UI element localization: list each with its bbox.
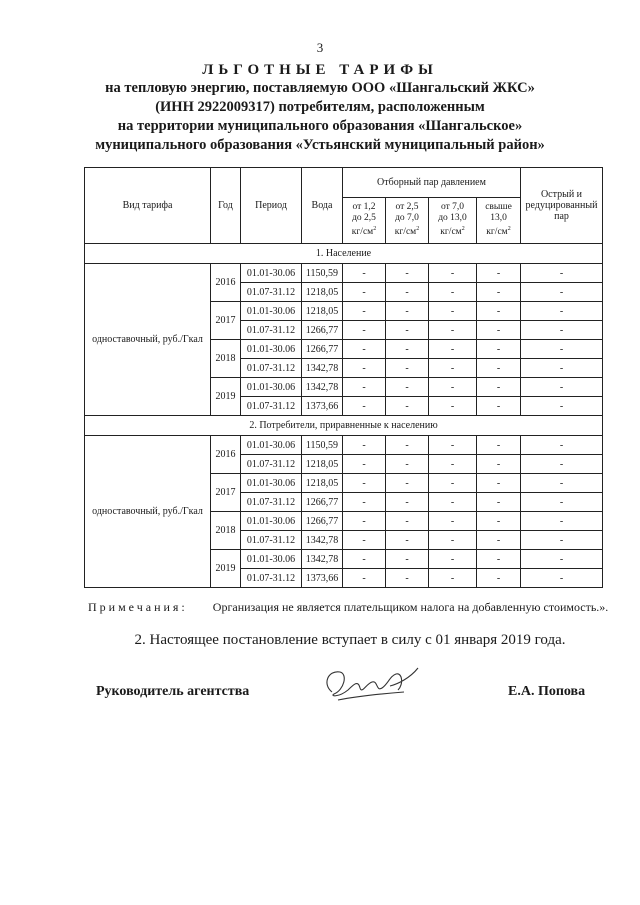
year-cell: 2019 [211, 378, 241, 416]
header-steam-col: от 1,2 до 2,5 $кг/см^2$ [343, 198, 386, 244]
water-value-cell: 1373,66 [302, 397, 343, 416]
live-steam-value-cell: - [521, 264, 603, 283]
signatory-title: Руководитель агентства [96, 684, 250, 699]
header-live-steam: Острый и редуцированный пар [521, 168, 603, 244]
header-steam-col: от 2,5 до 7,0 $кг/см^2$ [386, 198, 429, 244]
tariff-table [84, 167, 603, 588]
steam-value-cell: - [386, 283, 429, 302]
header-tariff-type: Вид тарифа [85, 168, 211, 244]
table-row [85, 264, 603, 283]
period-cell: 01.07-31.12 [241, 283, 302, 302]
steam-value-cell: - [386, 397, 429, 416]
steam-value-cell: - [477, 340, 521, 359]
steam-value-cell: - [386, 531, 429, 550]
period-cell: 01.07-31.12 [241, 397, 302, 416]
note-label: Примечания: [88, 600, 188, 614]
steam-value-cell: - [429, 493, 477, 512]
year-cell: 2017 [211, 302, 241, 340]
period-cell: 01.01-30.06 [241, 474, 302, 493]
steam-value-cell: - [429, 455, 477, 474]
live-steam-value-cell: - [521, 283, 603, 302]
steam-value-cell: - [429, 302, 477, 321]
steam-value-cell: - [343, 493, 386, 512]
steam-value-cell: - [386, 264, 429, 283]
steam-value-cell: - [429, 397, 477, 416]
steam-value-cell: - [343, 283, 386, 302]
water-value-cell: 1342,78 [302, 531, 343, 550]
steam-value-cell: - [429, 550, 477, 569]
steam-value-cell: - [429, 569, 477, 588]
header-steam-col: свыше 13,0 $кг/см^2$ [477, 198, 521, 244]
period-cell: 01.01-30.06 [241, 512, 302, 531]
steam-value-cell: - [477, 321, 521, 340]
period-cell: 01.01-30.06 [241, 264, 302, 283]
year-cell: 2018 [211, 340, 241, 378]
live-steam-value-cell: - [521, 455, 603, 474]
steam-value-cell: - [343, 512, 386, 531]
water-value-cell: 1150,59 [302, 264, 343, 283]
steam-value-cell: - [429, 359, 477, 378]
steam-value-cell: - [429, 531, 477, 550]
steam-value-cell: - [386, 493, 429, 512]
steam-value-cell: - [386, 359, 429, 378]
live-steam-value-cell: - [521, 321, 603, 340]
period-cell: 01.01-30.06 [241, 378, 302, 397]
document-title: ЛЬГОТНЫЕ ТАРИФЫ [202, 62, 438, 78]
steam-value-cell: - [429, 321, 477, 340]
water-value-cell: 1266,77 [302, 321, 343, 340]
steam-value-cell: - [386, 340, 429, 359]
live-steam-value-cell: - [521, 531, 603, 550]
section-header-row [85, 244, 603, 264]
subtitle-line: муниципального образования «Устьянский муниципальный район» [95, 137, 545, 153]
live-steam-value-cell: - [521, 378, 603, 397]
document-subtitle [60, 79, 580, 155]
header-water: Вода [302, 168, 343, 244]
section-header-row [85, 416, 603, 436]
year-cell: 2018 [211, 512, 241, 550]
note-text: Организация не является плательщиком налога на добавленную стоимость.». [212, 600, 609, 614]
section-title: 1. Население [85, 244, 603, 264]
water-value-cell: 1266,77 [302, 493, 343, 512]
steam-value-cell: - [477, 302, 521, 321]
steam-value-cell: - [343, 359, 386, 378]
period-cell: 01.07-31.12 [241, 321, 302, 340]
signatory-name: Е.А. Попова [508, 684, 586, 699]
section-title: 2. Потребители, приравненные к населению [85, 416, 603, 436]
steam-value-cell: - [477, 512, 521, 531]
water-value-cell: 1218,05 [302, 455, 343, 474]
steam-value-cell: - [343, 569, 386, 588]
water-value-cell: 1266,77 [302, 512, 343, 531]
steam-value-cell: - [386, 569, 429, 588]
tariff-type-cell: одноставочный, руб./Гкал [85, 264, 211, 416]
year-cell: 2017 [211, 474, 241, 512]
steam-value-cell: - [477, 531, 521, 550]
live-steam-value-cell: - [521, 550, 603, 569]
year-cell: 2019 [211, 550, 241, 588]
steam-value-cell: - [386, 302, 429, 321]
subtitle-line: (ИНН 2922009317) потребителям, расположенным [155, 99, 485, 115]
steam-value-cell: - [429, 283, 477, 302]
steam-value-cell: - [477, 283, 521, 302]
header-period: Период [241, 168, 302, 244]
steam-value-cell: - [477, 474, 521, 493]
steam-value-cell: - [343, 436, 386, 455]
live-steam-value-cell: - [521, 302, 603, 321]
water-value-cell: 1218,05 [302, 283, 343, 302]
steam-value-cell: - [343, 474, 386, 493]
period-cell: 01.01-30.06 [241, 550, 302, 569]
water-value-cell: 1218,05 [302, 474, 343, 493]
steam-value-cell: - [386, 378, 429, 397]
live-steam-value-cell: - [521, 474, 603, 493]
subtitle-line: на тепловую энергию, поставляемую ООО «Шангальский ЖКС» [105, 80, 535, 96]
tariff-type-cell: одноставочный, руб./Гкал [85, 436, 211, 588]
period-cell: 01.07-31.12 [241, 455, 302, 474]
steam-value-cell: - [343, 378, 386, 397]
steam-value-cell: - [429, 474, 477, 493]
header-steam-group: Отборный пар давлением [343, 168, 521, 198]
year-cell: 2016 [211, 264, 241, 302]
period-cell: 01.07-31.12 [241, 359, 302, 378]
live-steam-value-cell: - [521, 493, 603, 512]
steam-value-cell: - [477, 378, 521, 397]
period-cell: 01.07-31.12 [241, 493, 302, 512]
table-row [85, 436, 603, 455]
handwritten-signature [318, 662, 428, 710]
water-value-cell: 1266,77 [302, 340, 343, 359]
header-year: Год [211, 168, 241, 244]
steam-value-cell: - [343, 264, 386, 283]
steam-value-cell: - [386, 436, 429, 455]
steam-value-cell: - [343, 302, 386, 321]
tariff-table-body [85, 244, 603, 588]
steam-value-cell: - [477, 455, 521, 474]
steam-value-cell: - [477, 397, 521, 416]
water-value-cell: 1342,78 [302, 359, 343, 378]
water-value-cell: 1373,66 [302, 569, 343, 588]
live-steam-value-cell: - [521, 397, 603, 416]
steam-value-cell: - [429, 340, 477, 359]
steam-value-cell: - [477, 493, 521, 512]
steam-value-cell: - [477, 359, 521, 378]
steam-value-cell: - [343, 340, 386, 359]
note [88, 600, 608, 615]
effective-date-clause: 2. Настоящее постановление вступает в силу с 01 января 2019 года. [134, 632, 566, 648]
period-cell: 01.07-31.12 [241, 569, 302, 588]
steam-value-cell: - [343, 321, 386, 340]
period-cell: 01.01-30.06 [241, 436, 302, 455]
page-number: 3 [316, 40, 324, 55]
steam-value-cell: - [429, 378, 477, 397]
subtitle-line: на территории муниципального образования «Шангальское» [117, 118, 523, 134]
steam-value-cell: - [343, 531, 386, 550]
header-steam-col: от 7,0 до 13,0 $кг/см^2$ [429, 198, 477, 244]
live-steam-value-cell: - [521, 512, 603, 531]
steam-value-cell: - [386, 512, 429, 531]
steam-value-cell: - [386, 474, 429, 493]
live-steam-value-cell: - [521, 340, 603, 359]
steam-value-cell: - [386, 550, 429, 569]
steam-value-cell: - [343, 550, 386, 569]
water-value-cell: 1342,78 [302, 378, 343, 397]
water-value-cell: 1150,59 [302, 436, 343, 455]
steam-value-cell: - [477, 264, 521, 283]
steam-value-cell: - [429, 512, 477, 531]
steam-value-cell: - [477, 436, 521, 455]
period-cell: 01.01-30.06 [241, 340, 302, 359]
year-cell: 2016 [211, 436, 241, 474]
steam-value-cell: - [343, 397, 386, 416]
steam-value-cell: - [343, 455, 386, 474]
water-value-cell: 1342,78 [302, 550, 343, 569]
water-value-cell: 1218,05 [302, 302, 343, 321]
period-cell: 01.07-31.12 [241, 531, 302, 550]
steam-value-cell: - [477, 569, 521, 588]
steam-value-cell: - [386, 455, 429, 474]
live-steam-value-cell: - [521, 359, 603, 378]
steam-value-cell: - [477, 550, 521, 569]
live-steam-value-cell: - [521, 436, 603, 455]
steam-value-cell: - [386, 321, 429, 340]
steam-value-cell: - [429, 436, 477, 455]
steam-value-cell: - [429, 264, 477, 283]
live-steam-value-cell: - [521, 569, 603, 588]
period-cell: 01.01-30.06 [241, 302, 302, 321]
